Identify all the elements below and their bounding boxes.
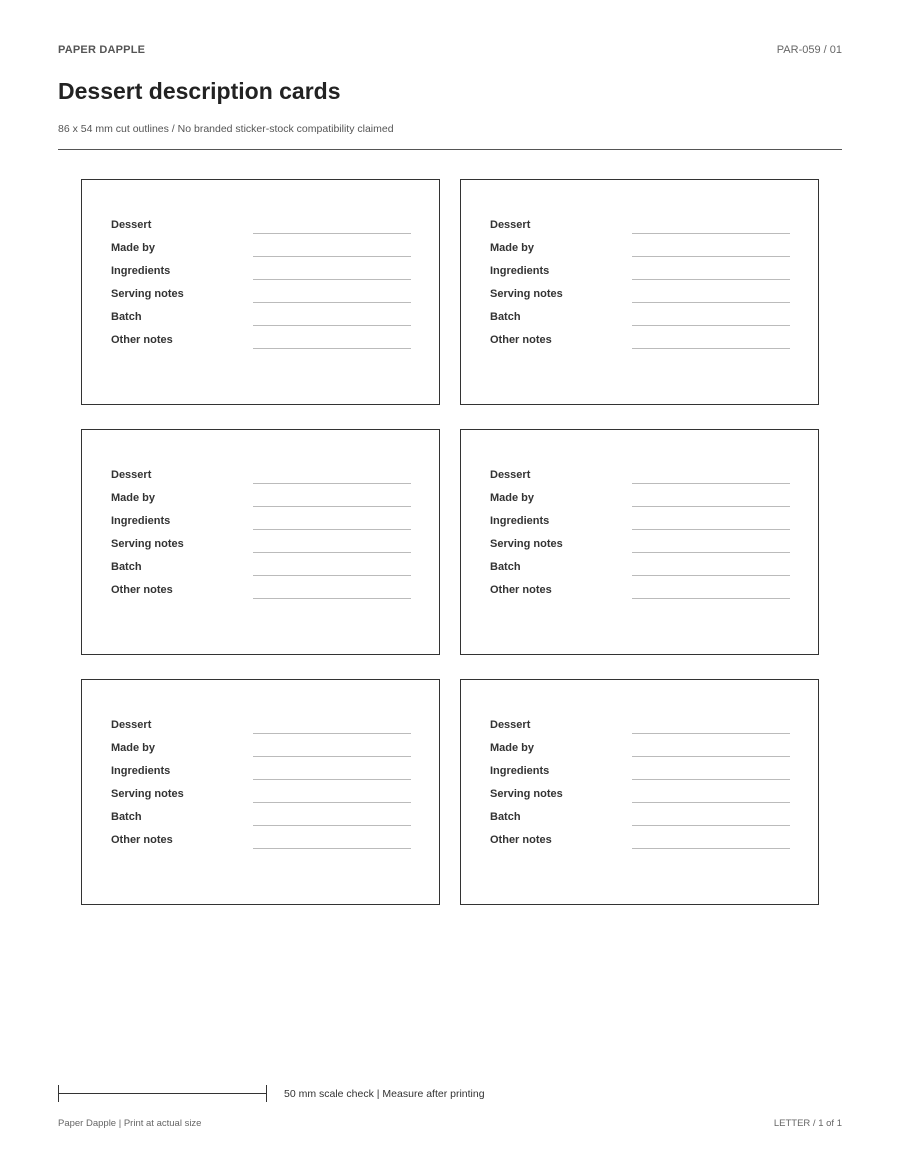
field-label: Dessert xyxy=(111,719,152,731)
field-row xyxy=(111,583,412,606)
field-label: Other notes xyxy=(490,834,552,846)
field-label: Serving notes xyxy=(490,288,563,300)
field-label: Made by xyxy=(490,492,535,504)
write-in-line xyxy=(632,779,790,780)
field-label: Serving notes xyxy=(490,788,563,800)
field-row xyxy=(111,491,412,514)
write-in-line xyxy=(632,733,790,734)
card-fields xyxy=(490,718,791,856)
brand-name: PAPER DAPPLE xyxy=(58,44,146,56)
card-fields xyxy=(490,468,791,606)
write-in-line xyxy=(253,848,411,849)
scale-bar-end-tick xyxy=(266,1085,267,1102)
field-label: Dessert xyxy=(490,469,531,481)
field-label: Other notes xyxy=(490,334,552,346)
field-label: Other notes xyxy=(111,334,173,346)
write-in-line xyxy=(632,552,790,553)
header-divider xyxy=(58,149,842,150)
field-row xyxy=(111,333,412,356)
dessert-card xyxy=(460,179,819,405)
field-row xyxy=(490,218,791,241)
field-row xyxy=(111,741,412,764)
field-row xyxy=(490,514,791,537)
field-label: Dessert xyxy=(490,219,531,231)
field-row xyxy=(490,241,791,264)
write-in-line xyxy=(632,302,790,303)
field-label: Made by xyxy=(111,242,156,254)
write-in-line xyxy=(632,825,790,826)
scale-check-label: 50 mm scale check | Measure after printing xyxy=(284,1088,485,1100)
field-label: Ingredients xyxy=(111,765,171,777)
field-label: Other notes xyxy=(111,834,173,846)
card-fields xyxy=(490,218,791,356)
write-in-line xyxy=(253,552,411,553)
write-in-line xyxy=(632,575,790,576)
write-in-line xyxy=(632,325,790,326)
field-row xyxy=(490,560,791,583)
scale-bar-line xyxy=(58,1093,267,1094)
write-in-line xyxy=(253,756,411,757)
field-row xyxy=(111,560,412,583)
write-in-line xyxy=(253,279,411,280)
write-in-line xyxy=(632,233,790,234)
write-in-line xyxy=(632,598,790,599)
write-in-line xyxy=(253,529,411,530)
write-in-line xyxy=(253,483,411,484)
field-row xyxy=(111,310,412,333)
field-row xyxy=(111,468,412,491)
field-label: Serving notes xyxy=(111,788,184,800)
field-label: Batch xyxy=(111,311,142,323)
write-in-line xyxy=(632,483,790,484)
field-label: Other notes xyxy=(490,584,552,596)
page-title: Dessert description cards xyxy=(58,78,341,104)
field-row xyxy=(490,264,791,287)
field-row xyxy=(490,310,791,333)
field-row xyxy=(111,810,412,833)
field-label: Dessert xyxy=(111,219,152,231)
dessert-card xyxy=(81,679,440,905)
field-label: Ingredients xyxy=(111,515,171,527)
field-row xyxy=(111,718,412,741)
dessert-card xyxy=(460,429,819,655)
field-label: Dessert xyxy=(490,719,531,731)
field-row xyxy=(490,287,791,310)
field-row xyxy=(111,514,412,537)
field-label: Batch xyxy=(490,311,521,323)
scale-bar-start-tick xyxy=(58,1085,59,1102)
field-row xyxy=(111,833,412,856)
card-fields xyxy=(111,468,412,606)
write-in-line xyxy=(632,506,790,507)
field-row xyxy=(111,264,412,287)
field-row xyxy=(490,333,791,356)
write-in-line xyxy=(632,256,790,257)
field-row xyxy=(490,537,791,560)
dessert-card xyxy=(81,429,440,655)
field-label: Dessert xyxy=(111,469,152,481)
field-label: Made by xyxy=(111,742,156,754)
write-in-line xyxy=(253,348,411,349)
write-in-line xyxy=(632,279,790,280)
field-row xyxy=(111,537,412,560)
write-in-line xyxy=(253,733,411,734)
field-row xyxy=(111,764,412,787)
field-row xyxy=(490,491,791,514)
write-in-line xyxy=(253,325,411,326)
field-row xyxy=(490,833,791,856)
field-row xyxy=(490,741,791,764)
field-label: Batch xyxy=(111,811,142,823)
card-fields xyxy=(111,218,412,356)
field-label: Serving notes xyxy=(111,288,184,300)
field-row xyxy=(111,241,412,264)
write-in-line xyxy=(632,802,790,803)
field-row xyxy=(490,583,791,606)
write-in-line xyxy=(253,302,411,303)
field-label: Other notes xyxy=(111,584,173,596)
field-label: Batch xyxy=(490,561,521,573)
card-fields xyxy=(111,718,412,856)
field-label: Made by xyxy=(490,242,535,254)
write-in-line xyxy=(253,802,411,803)
field-label: Serving notes xyxy=(111,538,184,550)
write-in-line xyxy=(632,348,790,349)
field-row xyxy=(490,468,791,491)
write-in-line xyxy=(253,825,411,826)
write-in-line xyxy=(253,506,411,507)
field-label: Serving notes xyxy=(490,538,563,550)
field-row xyxy=(490,810,791,833)
page-subtitle: 86 x 54 mm cut outlines / No branded sticker-stock compatibility claimed xyxy=(58,123,394,135)
field-label: Batch xyxy=(111,561,142,573)
field-label: Batch xyxy=(490,811,521,823)
write-in-line xyxy=(632,756,790,757)
field-row xyxy=(111,287,412,310)
field-label: Ingredients xyxy=(490,265,550,277)
footer-note: Paper Dapple | Print at actual size xyxy=(58,1118,202,1129)
write-in-line xyxy=(253,575,411,576)
write-in-line xyxy=(253,779,411,780)
write-in-line xyxy=(632,529,790,530)
field-row xyxy=(490,764,791,787)
write-in-line xyxy=(632,848,790,849)
scale-bar xyxy=(58,1085,267,1103)
write-in-line xyxy=(253,256,411,257)
field-row xyxy=(490,718,791,741)
field-row xyxy=(111,787,412,810)
field-label: Made by xyxy=(111,492,156,504)
footer-page-info: LETTER / 1 of 1 xyxy=(773,1118,842,1129)
field-label: Ingredients xyxy=(111,265,171,277)
field-label: Ingredients xyxy=(490,515,550,527)
field-label: Made by xyxy=(490,742,535,754)
write-in-line xyxy=(253,233,411,234)
field-label: Ingredients xyxy=(490,765,550,777)
document-id: PAR-059 / 01 xyxy=(776,44,842,56)
field-row xyxy=(111,218,412,241)
dessert-card xyxy=(81,179,440,405)
dessert-card xyxy=(460,679,819,905)
write-in-line xyxy=(253,598,411,599)
field-row xyxy=(490,787,791,810)
